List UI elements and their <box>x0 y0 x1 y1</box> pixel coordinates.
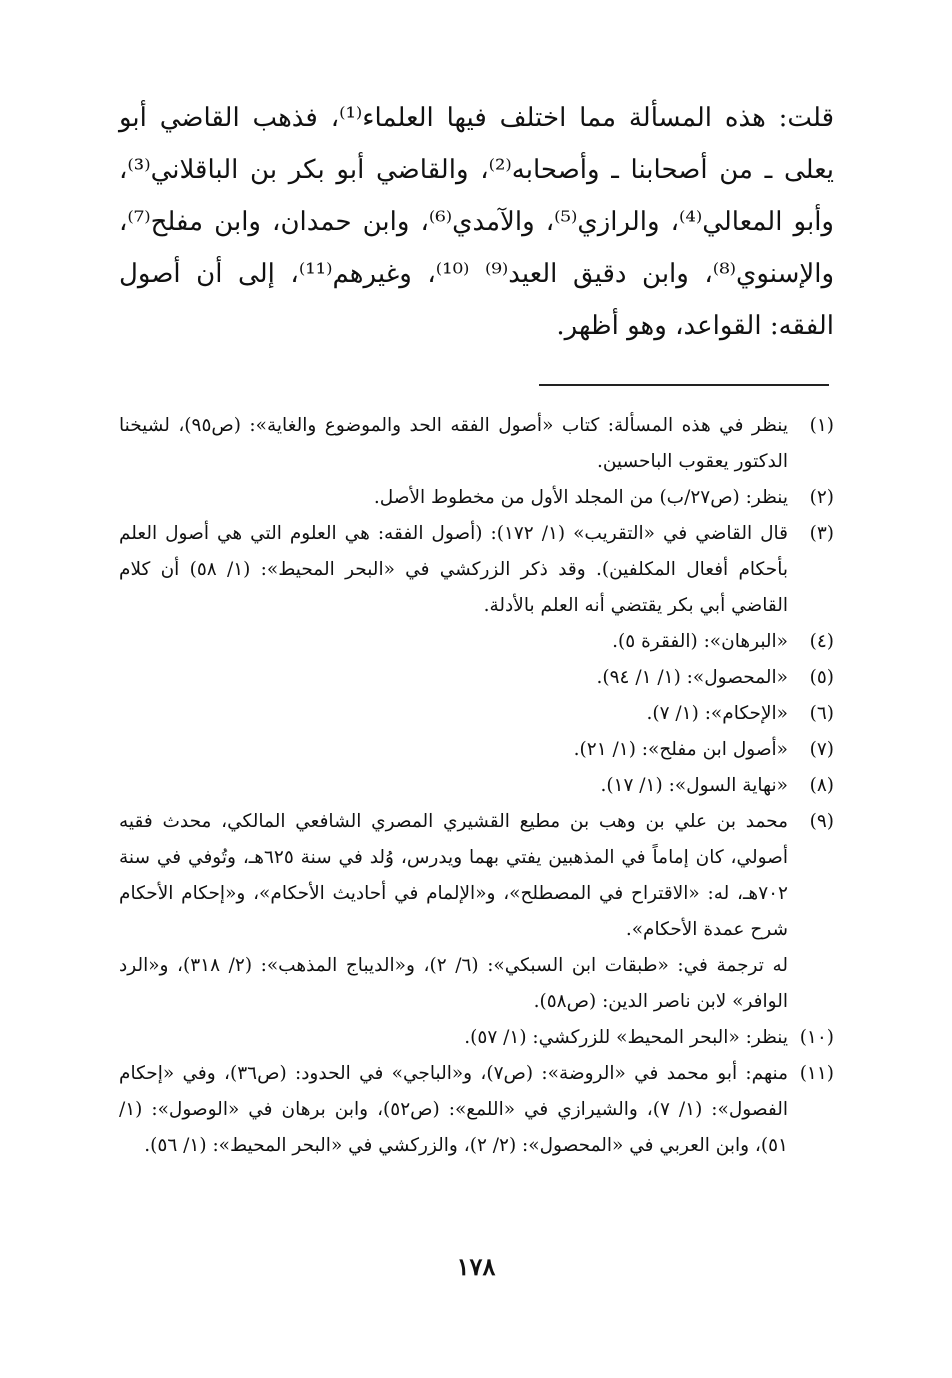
footnote-number: (٤) <box>809 631 834 652</box>
footnote-text: «المحصول»: (١/ ١/ ٩٤). <box>596 667 788 688</box>
footnote <box>119 768 834 804</box>
footnote <box>119 1020 834 1056</box>
footnote <box>119 408 834 480</box>
footnote-number: (٩) <box>809 811 834 832</box>
footnote <box>119 624 834 660</box>
footnote-text: «نهاية السول»: (١/ ١٧). <box>600 775 788 796</box>
footnote-text: ينظر في هذه المسألة: كتاب «أصول الفقه الحد والموضوع والغاية»: (ص٩٥)، لشيخنا الدكتور يعقوب الباحسين. <box>119 415 789 472</box>
footnote-number: (٦) <box>809 703 834 724</box>
footnote-text: «البرهان»: (الفقرة ٥). <box>612 631 788 652</box>
footnote-number: (١) <box>809 415 834 436</box>
footnote-number: (٢) <box>809 487 834 508</box>
footnote-number: (١١) <box>799 1063 834 1084</box>
page-number: ١٧٨ <box>456 1252 496 1281</box>
footnotes <box>119 408 834 1164</box>
footnote-text: له ترجمة في: «طبقات ابن السبكي»: (٦/ ٢)، و«الديباج المذهب»: (٢/ ٣١٨)، و«الرد الوافر» لابن ناصر الدين: (ص٥٨). <box>119 955 789 1012</box>
footnote-number: (٨) <box>809 775 834 796</box>
footnote-number: (٥) <box>809 667 834 688</box>
footnote <box>119 660 834 696</box>
main-text <box>119 92 834 352</box>
footnote <box>119 696 834 732</box>
footnote-separator <box>539 384 829 386</box>
footnote-number: (٣) <box>809 523 834 544</box>
footnote <box>119 1056 834 1164</box>
footnote-text: ينظر: «البحر المحيط» للزركشي: (١/ ٥٧). <box>464 1027 788 1048</box>
footnote <box>119 732 834 768</box>
footnote <box>119 804 834 1020</box>
footnote-text: «الإحكام»: (١/ ٧). <box>646 703 788 724</box>
footnote-text: ينظر: (ص٢٧/ب) من المجلد الأول من مخطوط الأصل. <box>373 487 788 508</box>
footnote <box>119 516 834 624</box>
footnote-text: محمد بن علي بن وهب بن مطيع القشيري المصري الشافعي المالكي، محدث فقيه أصولي، كان إماماً في المذهبين يفتي بهما ويدرس، وُلد في سنة ٦٢٥هـ، وتُوفي في سنة ٧٠٢هـ، له: «الاقتراح في المصطلح»، و«الإلمام في أحاديث الأحكام»، و«إحكام الأحكام شرح عمدة الأحكام». <box>119 811 788 940</box>
main-paragraph: قلت: هذه المسألة مما اختلف فيها العلماء⁽¹⁾، فذهب القاضي أبو يعلى ـ من أصحابنا ـ وأصحابه⁽²⁾، والقاضي أبو بكر بن الباقلاني⁽³⁾، وأبو المعالي⁽⁴⁾، والرازي⁽⁵⁾، والآمدي⁽⁶⁾، وابن حمدان، وابن مفلح⁽⁷⁾، والإسنوي⁽⁸⁾، وابن دقيق العيد⁽⁹⁾ ⁽¹⁰⁾، وغيرهم⁽¹¹⁾، إلى أن أصول الفقه: القواعد، وهو أظهر. <box>119 103 835 341</box>
footnote-text: منهم: أبو محمد في «الروضة»: (ص٧)، و«الباجي» في الحدود: (ص٣٦)، وفي «إحكام الفصول»: (١/ ٧)، والشيرازي في «اللمع»: (ص٥٢)، وابن برهان في «الوصول»: (١/ ٥١)، وابن العربي في «المحصول»: (٢/ ٢)، والزركشي في «البحر المحيط»: (١/ ٥٦). <box>119 1063 789 1156</box>
footnote <box>119 480 834 516</box>
footnote-number: (١٠) <box>799 1027 834 1048</box>
footnote-text: «أصول ابن مفلح»: (١/ ٢١). <box>573 739 788 760</box>
footnote-number: (٧) <box>809 739 834 760</box>
footnote-text: قال القاضي في «التقريب» (١/ ١٧٢): (أصول الفقه: هي العلوم التي هي أصول العلم بأحكام أفعال المكلفين). وقد ذكر الزركشي في «البحر المحيط»: (١/ ٥٨) أن كلام القاضي أبي بكر يقتضي أنه العلم بالأدلة. <box>119 523 788 616</box>
